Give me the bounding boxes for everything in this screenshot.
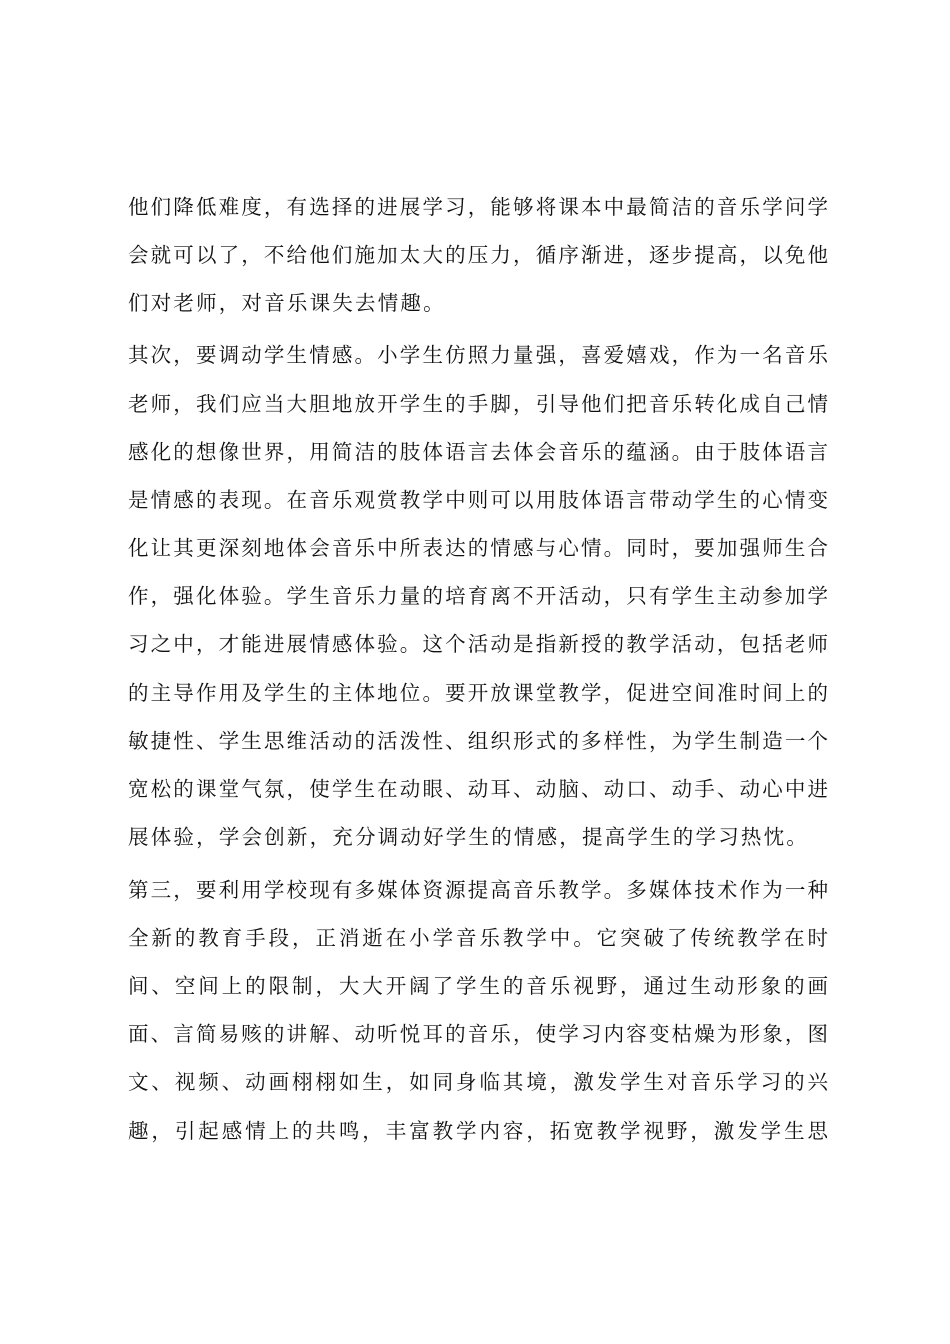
text-line: 全新的教育手段，正消逝在小学音乐教学中。它突破了传统教学在时 [128,926,828,950]
text-line: 们对老师，对音乐课失去情趣。 [128,291,446,315]
text-line: 其次，要调动学生情感。小学生仿照力量强，喜爱嬉戏，作为一名音乐 [128,343,828,367]
text-line: 展体验，学会创新，充分调动好学生的情感，提高学生的学习热忱。 [128,825,809,849]
text-line: 第三，要利用学校现有多媒体资源提高音乐教学。多媒体技术作为一种 [128,878,828,902]
text-line: 文、视频、动画栩栩如生，如同身临其境，激发学生对音乐学习的兴 [128,1070,828,1094]
text-line: 会就可以了，不给他们施加太大的压力，循序渐进，逐步提高，以免他 [128,243,828,267]
text-line: 面、言简易赅的讲解、动听悦耳的音乐，使学习内容变枯燥为形象，图 [128,1022,828,1046]
text-line: 间、空间上的限制，大大开阔了学生的音乐视野，通过生动形象的画 [128,974,828,998]
text-line: 敏捷性、学生思维活动的活泼性、组织形式的多样性，为学生制造一个 [128,729,828,753]
text-line: 作，强化体验。学生音乐力量的培育离不开活动，只有学生主动参加学 [128,584,828,608]
text-line: 的主导作用及学生的主体地位。要开放课堂教学，促进空间准时间上的 [128,681,828,705]
text-line: 他们降低难度，有选择的进展学习，能够将课本中最简洁的音乐学问学 [128,195,828,219]
text-line: 老师，我们应当大胆地放开学生的手脚，引导他们把音乐转化成自己情 [128,392,828,416]
text-line: 宽松的课堂气氛，使学生在动眼、动耳、动脑、动口、动手、动心中进 [128,777,828,801]
text-line: 化让其更深刻地体会音乐中所表达的情感与心情。同时，要加强师生合 [128,536,828,560]
text-line: 趣，引起感情上的共鸣，丰富教学内容，拓宽教学视野，激发学生思 [128,1119,828,1143]
text-line: 感化的想像世界，用简洁的肢体语言去体会音乐的蕴涵。由于肢体语言 [128,440,828,464]
text-line: 习之中，才能进展情感体验。这个活动是指新授的教学活动，包括老师 [128,632,828,656]
text-line: 是情感的表现。在音乐观赏教学中则可以用肢体语言带动学生的心情变 [128,488,828,512]
